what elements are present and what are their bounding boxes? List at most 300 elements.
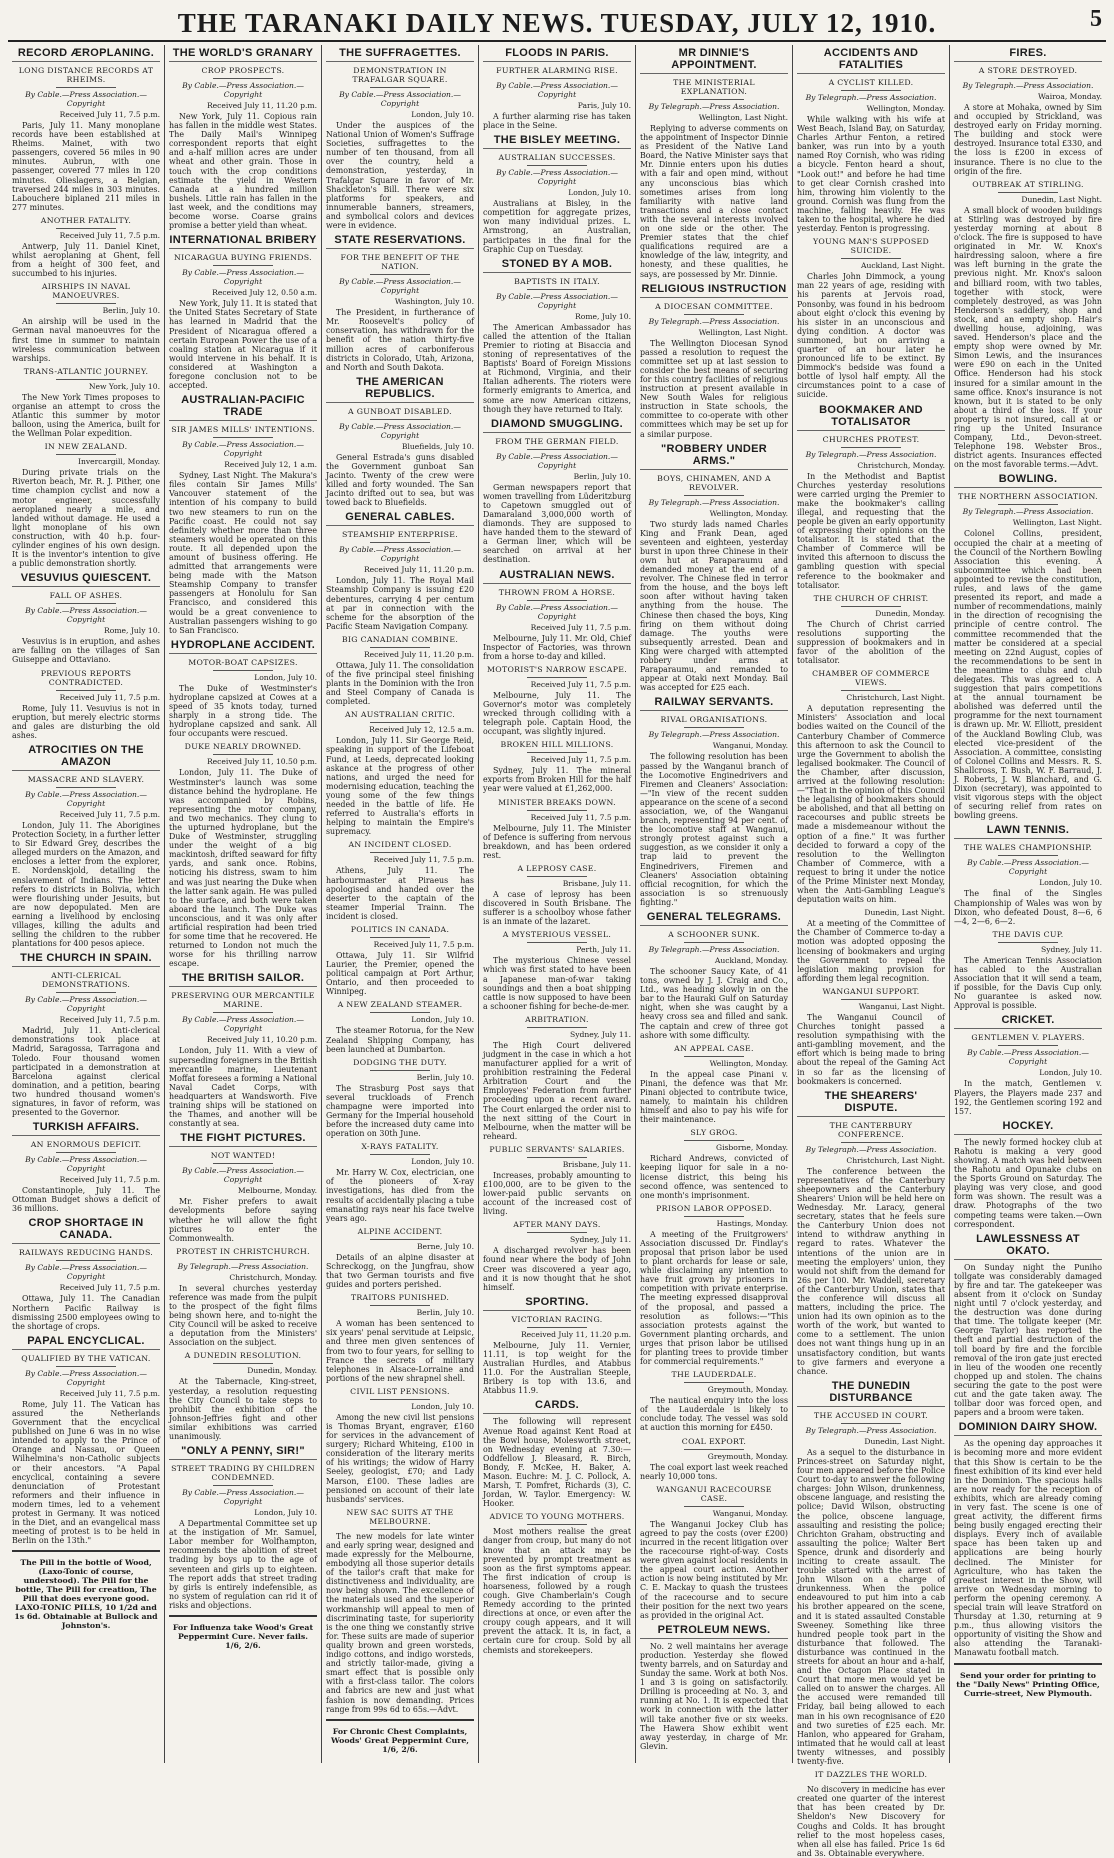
divider (527, 1327, 586, 1328)
article-dateline: Bluefields, July 10. (401, 441, 474, 451)
article-byline: By Cable.—Press Association.—Copyright (182, 440, 304, 459)
article-heading: STATE RESERVATIONS. (326, 234, 474, 249)
article-dateline: London, July 10. (254, 672, 317, 682)
divider (370, 419, 429, 420)
article (640, 1370, 788, 1432)
divider (56, 1260, 115, 1261)
article-body: Details of an alpine disaster at Schreckogg, on the Jungfrau, show that two German tourists and five guides and porters perished. (326, 1252, 474, 1290)
article-dateline: Received July 11, 7.5 p.m. (530, 812, 631, 822)
article-byline: By Cable.—Press Association.—Copyright (496, 451, 618, 470)
article-subhead: MOTORIST'S NARROW ESCAPE. (486, 664, 628, 674)
divider (56, 454, 115, 455)
article-body: A deputation representing the Ministers' Association and local bodies waited on the Council of the Canterbury Chamber of Commerce this afternoon to ask the Council to urge the Government to abolish the legalised bookmaker. The Council of the Chamber, after discussion, arrived at the following resolution:—"That in the opinion of this Council the legalising of bookmakers should be abolished, and that all betting on racecourses and public streets be made a misdemeanour without the option of a fine." It was further decided to forward a copy of the resolution to the Wellington Chamber of Commerce, with a request to bring it under the notice of the Prime Minister next Monday, when the Anti-Gambling League's deputation waits on him. (797, 704, 945, 905)
article-body: Increases, probably amounting to £100,000, are to be given to the lower-paid public servants on account of the increased cost of living. (483, 1170, 631, 1217)
article-heading: SPORTING. (483, 1296, 631, 1311)
divider (841, 90, 900, 91)
article-heading: HOCKEY. (954, 1120, 1102, 1135)
article (483, 665, 631, 736)
article-subhead: STREET TRADING BY CHILDREN CONDEMNED. (171, 1464, 315, 1483)
article-dateline: Perth, July 11. (576, 945, 631, 955)
article-subhead: FROM THE GERMAN FIELD. (495, 436, 619, 446)
article-heading: AUSTRALIAN-PACIFIC TRADE (169, 394, 317, 421)
article-subhead: YOUNG MAN'S SUPPOSED SUICIDE. (812, 237, 930, 256)
article-dateline: Christchurch, Monday. (229, 1272, 317, 1282)
article-dateline: Washington, July 10. (394, 297, 474, 307)
article (640, 1485, 788, 1620)
article-heading: RELIGIOUS INSTRUCTION (640, 283, 788, 298)
article (483, 1296, 631, 1396)
divider (684, 1506, 743, 1507)
divider (841, 1782, 900, 1783)
divider (998, 78, 1057, 79)
article-subhead: CIVIL LIST PENSIONS. (350, 1386, 450, 1396)
divider (684, 314, 743, 315)
article-byline: By Telegraph.—Press Association. (648, 945, 780, 954)
divider (213, 265, 272, 266)
article-byline: By Cable.—Press Association.—Copyright (25, 789, 147, 808)
article-body: A store at Mohaka, owned by Sim and occupied by Strickland, was destroyed early on Friday morning. The building and stock were destroyed. Insurance total £330, and the loss is £200 in excess of insurance. There is no clue to the origin of the fire. (954, 103, 1102, 176)
article-subhead: POLITICS IN CANADA. (350, 924, 450, 934)
article (326, 840, 474, 921)
divider (213, 1363, 272, 1364)
article (12, 216, 160, 278)
article-heading: THE DUNEDIN DISTURBANCE (797, 1380, 945, 1407)
article-subhead: COAL EXPORT. (681, 1436, 747, 1446)
article (483, 569, 631, 661)
article-body: Ottawa, July 11. The consolidation of the five principal steel finishing plants in the Dominion with the Iron and Steel Company of Canada is completed. (326, 660, 474, 707)
article (797, 1770, 945, 1858)
article (640, 911, 788, 1040)
article-subhead: RAILWAYS REDUCING HANDS. (18, 1248, 154, 1258)
divider (684, 727, 743, 728)
article-body: Among the new civil list pensions is Thomas Bryant, engraver, £160 for services in the advancement of surgery; Richard Whiteing, £100 in consideration of the literary merits of his writings; the widow of Harry Seeley, geologist, £70; and Lady Marson, £100. These ladies are pensioned on account of their late husbands' services. (326, 1412, 474, 1504)
article-byline: By Cable.—Press Association.—Copyright (182, 1166, 304, 1185)
divider (56, 690, 115, 691)
article-subhead: IN NEW ZEALAND. (44, 442, 128, 452)
article-subhead: THE CANTERBURY CONFERENCE. (829, 1120, 913, 1139)
article-body: New York, July 11. Copious rain has fallen in the middle west States. The Daily Mail's Winnipeg correspondent reports that eight and a-half million acres are under wheat and other grain. Those in touch with the crop conditions estimate the yield in Western Canada at a hundred million bushels. Little rain has fallen in the last week, and the conditions may become worse. Coarse grains promise a better yield than wheat. (169, 112, 317, 231)
article-subhead: A MYSTERIOUS VESSEL. (502, 930, 612, 940)
article (12, 282, 160, 362)
article-subhead: RIVAL ORGANISATIONS. (660, 715, 768, 725)
article-dateline: Rome, July 10. (104, 626, 160, 636)
article-heading: PETROLEUM NEWS. (640, 1624, 788, 1639)
article (326, 1000, 474, 1053)
article-subhead: TRAITORS PUNISHED. (350, 1293, 450, 1303)
article-dateline: Sydney, July 11. (570, 1029, 631, 1039)
article-dateline: Christchurch, Last Night. (846, 693, 945, 703)
column-6 (793, 45, 950, 1858)
article (483, 47, 631, 130)
article-dateline: Received July 11, 10.20 p.m. (206, 1035, 317, 1045)
article-subhead: PRESERVING OUR MERCANTILE MARINE. (171, 991, 315, 1010)
article (797, 47, 945, 233)
article-body: The steamer Rotorua, for the New Zealand Shipping Company, has been launched at Dumbarton. (326, 1026, 474, 1054)
article-subhead: AN AUSTRALIAN CRITIC. (344, 710, 456, 720)
article-byline: By Cable.—Press Association.—Copyright (182, 268, 304, 287)
article-subhead: AN INCIDENT CLOSED. (348, 840, 452, 850)
article-dateline: Auckland, Last Night. (861, 261, 945, 271)
article-dateline: Received July 11, 11.20 p.m. (363, 565, 474, 575)
article-subhead: NOT WANTED! (210, 1151, 276, 1161)
article (954, 1014, 1102, 1115)
divider (56, 787, 115, 788)
article-dateline: Received July 11, 11.20 p.m. (206, 101, 317, 110)
article-body: The following will represent Avenue Road against Kent Road at the Bowl house, Molesworth street, on Wednesday evening at 7.30:—Oddfellow J. Bleasard, R. Birch, Bondy, F. McKee, H. Baker, A. Mason. Euchre: M. J. C. Pollock, A. Marsh, T. Pomfret, Richards (3), C. Jordan, W. Taylor. Emergency: W. Hooker. (483, 1417, 631, 1509)
article (797, 237, 945, 399)
article-body: Paris, July 11. Many monoplane records have been established at Rheims. Mainet, with two passengers, covered 56 miles in 90 minutes. Aubrun, with one passenger, covered 77 miles in 120 minutes. Olieslagers, a Belgian, traversed 244 miles in 303 minutes. Labouchere biplaned 211 miles in 277 minutes. (12, 121, 160, 212)
divider (527, 449, 586, 450)
article (326, 710, 474, 836)
article-body: A discharged revolver has been found near where the body of John Creer was discovered a year ago, and it is now thought that he shot himself. (483, 1246, 631, 1292)
article-dateline: Dunedin, Monday. (875, 608, 945, 618)
article-heading: INTERNATIONAL BRIBERY (169, 234, 317, 249)
article (483, 258, 631, 414)
article (483, 1512, 631, 1654)
article-subhead: GENTLEMEN V. PLAYERS. (971, 1033, 1085, 1043)
article-body: A Departmental Committee set up at the instigation of Mr. Samuel, Labor member for Wolfhampton, recommends the abolition of street trading by boys up to the age of seventeen and girls up to eighteen. The report adds that street trading by girls is entirely indefensible, as no system of regulation can rid it of risks and objections. (169, 1519, 317, 1610)
divider (841, 258, 900, 259)
article-body: While walking with his wife at West Beach, Island Bay, on Saturday, Charles Arthur Fenton, a retired banker, was run into by a youth named Roy Cornish, who was riding a bicycle. Fenton heard a shout, "Look out!" and before he had time to get clear Cornish crashed into him, throwing him violently to the ground. Cornish was flung from the machine, falling heavily. He was taken to the hospital, where he died yesterday. Fenton is progressing. (797, 115, 945, 234)
article (797, 1090, 945, 1376)
article-subhead: NICARAGUA BUYING FRIENDS. (174, 253, 312, 263)
article-body: Athens, July 11. The harbourmaster at Piraeus has apologised and handed over the deserter to the captain of the steamer Imperial Trainn. The incident is closed. (326, 866, 474, 921)
article-heading: LAWLESSNESS AT OKATO. (954, 1233, 1102, 1260)
article-byline: By Telegraph.—Press Association. (648, 316, 780, 326)
divider (56, 1366, 115, 1367)
article-heading: TURKISH AFFAIRS. (12, 1121, 160, 1136)
article-subhead: AN APPEAL CASE. (674, 1043, 754, 1053)
article-byline: By Telegraph.—Press Association. (962, 507, 1094, 517)
article (483, 798, 631, 860)
article-body: A case of leprosy has been discovered in South Brisbane. The sufferer is a schoolboy whose father is an inmate of the lazaret. (483, 889, 631, 927)
article-subhead: STEAMSHIP ENTERPRISE. (341, 530, 459, 540)
article-dateline: Melbourne, Monday. (237, 1186, 317, 1196)
article-body: In the match, Gentlemen v. Players, the Players made 237 and 192, the Gentlemen scoring 192 and 157. (954, 1079, 1102, 1116)
article-heading: THE FIGHT PICTURES. (169, 1132, 317, 1147)
article (640, 1624, 788, 1751)
article-body: In several churches yesterday reference was made from the pulpit to the prospect of the fight films being shown here, and to-night the City Council will be asked to receive a deputation from the Ministers' Association on the subject. (169, 1283, 317, 1348)
article (326, 1508, 474, 1714)
article-heading: CARDS. (483, 1399, 631, 1414)
article-body: London, July 11. The Duke of Westminster's launch was some distance behind the hydroplane. He was accompanied by Robins, representing the motor company, and two mechanics. They clung to the upturned hydroplane, but the Duke of Westminster, struggling under the weight of a big mackintosh, drifted seaward for fifty yards, and sank once. Robins, noticing his distress, swam to him and was just nearing the Duke when the latter sank again. He was pulled to the surface, and both were taken aboard the launch. The Duke was unconscious, and it was only after artificial respiration had been tried for some time that he recovered. He returned to London not much the worse for his thrilling narrow escape. (169, 768, 317, 969)
divider (684, 1140, 743, 1141)
article-body: Australians at Bisley, in the competition for aggregate prizes, won many individual prizes. L. Armstrong, an Australian, participates in the final for the Graphic Cup on Tuesday. (483, 199, 631, 254)
article-body: Under the auspices of the National Union of Women's Suffrage Societies, suffragettes to the number of ten thousand, from all over the country, held a demonstration, yesterday, in Trafalgar Square in favor of Mr. Shackleton's Bill. There were six platforms for speakers, and innumerable banners, streamers, and symbolical colors and devices were in evidence. (326, 121, 474, 231)
divider (684, 1216, 743, 1217)
divider (213, 1485, 272, 1486)
article-subhead: SIR JAMES MILLS' INTENTIONS. (171, 425, 315, 435)
article (326, 1227, 474, 1289)
article-subhead: BAPTISTS IN ITALY. (514, 276, 600, 286)
advertisement: Send your order for printing to the "Daily News" Printing Office, Currie-street, New Plymouth. (956, 1670, 1100, 1698)
article-subhead: BOYS, CHINAMEN, AND A REVOLVER. (657, 473, 771, 492)
article-subhead: QUALIFIED BY THE VATICAN. (21, 1353, 151, 1363)
article-subhead: DUKE NEARLY DROWNED. (184, 742, 302, 752)
article-subhead: BIG CANADIAN COMBINE. (341, 634, 459, 644)
masthead (8, 0, 1106, 42)
article-dateline: Received July 11, 7.5 p.m. (59, 692, 160, 702)
divider (370, 87, 429, 88)
article-body: London, July 11. With a view of superseding foreigners in the British mercantile marine, Lieutenant Moffat foresees a forming a National Naval Cadet Corps, with headquarters at Wandsworth. Five training ships will be stationed on the Thames, and another will be constantly at sea. (169, 1046, 317, 1129)
advertisement: For Influenza take Wood's Great Peppermint Cure. Never fails. 1/6, 2/6. (172, 1623, 314, 1651)
column-1 (8, 45, 165, 1763)
article-body: The following resolution has been passed by the Wanganui branch of the Locomotive Enginedrivers and Firemen and Cleaners' Association:—"In view of the recent sudden appearance on the scene of a second association, we, of the Wanganui branch, representing 94 per cent. of the locomotive staff at Wanganui, strongly protest against such a suggestion, as we consider it only a trap laid to prevent the Enginedrivers, Firemen and Cleaners' Association obtaining official recognition, for which the association is so strenuously fighting." (640, 752, 788, 907)
article-body: London, July 11. Sir George Reid, speaking in support of the Lifeboat Fund, at Leeds, deprecated looking askance at the progress of other nations, and urged the need for modernising education, teaching the young some of the few things needed in the battle of life. He referred to Australia's efforts in helping to maintain the Empire's supremacy. (326, 736, 474, 837)
newspaper-columns (8, 45, 1106, 1858)
article-body: The conference between the representatives of the Canterbury sheepowners and the Canterbury Shearers' Union will be held here on Wednesday. Mr. Laracy, general secretary, states that he feels sure the Canterbury Union does not intend to withdraw anything in regard to rates. Whatever the intentions of the union are in meeting the employers' union, they would not shift from the demand for 26s per 100. Mr. Waddell, secretary of the Canterbury Union, states that the conference will discuss all matters, including the price. The union had its own opinion as to the worth of the work, but wanted to come to a settlement. The union does not want things hung up in an unsatisfactory condition, but wants to give farmers and everyone a chance. (797, 1166, 945, 1376)
divider (56, 379, 115, 380)
article (326, 1142, 474, 1223)
article-heading: STONED BY A MOB. (483, 258, 631, 273)
article-dateline: London, July 10. (411, 1157, 474, 1167)
column-3 (322, 45, 479, 1763)
article-dateline: Berne, July 10. (416, 1241, 474, 1251)
article-byline: By Cable.—Press Association.—Copyright (967, 858, 1089, 877)
article (640, 443, 788, 693)
page-number: 5 (1090, 6, 1102, 32)
article-dateline: Dunedin, Last Night. (864, 1436, 945, 1446)
article (640, 283, 788, 439)
article-byline: By Cable.—Press Association.—Copyright (25, 1368, 147, 1387)
article-dateline: Berlin, July 10. (573, 471, 631, 481)
article-subhead: A SCHOONER SUNK. (668, 930, 760, 939)
divider (56, 1152, 115, 1153)
article-heading: THE WORLD'S GRANARY (169, 47, 317, 62)
article-subhead: PREVIOUS REPORTS CONTRADICTED. (40, 668, 132, 687)
divider (527, 165, 586, 166)
article-byline: By Cable.—Press Association.—Copyright (496, 291, 618, 310)
article (326, 376, 474, 508)
article-body: London, July 11. The Aborigines Protection Society, in a further letter to Sir Edward Grey, describes the alleged murders on the Amazon, and encloses a letter from the explorer, E. Nordenskjold, detailing the enslavement of Indians. The letter refers to districts in Bolivia, which were flourishing under Jesuits, but are now depopulated. Men are earning a livelihood by enclosing villages, killing the adults and selling the children to the rubber plantations for 400 pesos apiece. (12, 820, 160, 949)
article-dateline: Received July 11, 7.5 p.m. (59, 230, 160, 240)
article-subhead: FURTHER ALARMING RISE. (496, 66, 618, 75)
divider (370, 1154, 429, 1155)
article-heading: CROP SHORTAGE IN CANADA. (12, 1217, 160, 1244)
divider (370, 937, 429, 938)
article-byline: By Cable.—Press Association.—Copyright (182, 81, 304, 99)
article-body: A small block of wooden buildings at Stirling was destroyed by fire yesterday morning at about 8 o'clock. The fire is supposed to have originated in Mr. W. Knox's hairdressing saloon, where a fire was left burning in the grate the previous night. Mr. Knox's saloon and billiard room, with two tables, together with stock, were completely destroyed, as was John Henderson's saddlery, shop and stock, and an empty shop. Hair's dwelling house, adjoining, was saved. Henderson's place and the empty shop were owned by Mr. Simon Lewis, and the insurances were £90 on each in the United Office. Henderson had his stock insured for a similar amount in the same office. Knox's insurance is not known, but it is stated to be only about a third of the loss. If your property is not insured, call at or ring up the United Insurance Company, Ltd., Devon-street. Telephone 198. Webster Bros., district agents. Insurances effected on the most favorable terms.—Advt. (954, 205, 1102, 470)
article-subhead: A STORE DESTROYED. (978, 66, 1078, 75)
article (169, 742, 317, 968)
article-dateline: Greymouth, Monday. (707, 1451, 788, 1461)
article-body: Charles John Dimmock, a young man 22 years of age, residing with his parents at Jervois road, Ponsonby, was found in his bedroom about eight o'clock this evening by his sister in an unconscious and dying condition. A doctor was summoned, but on arriving a quarter of an hour later he pronounced life to be extinct. By Dimmock's bedside was found a bottle of lysol half empty. All the circumstances point to a case of suicide. (797, 272, 945, 400)
article (169, 394, 317, 635)
article-dateline: Dunedin, Monday. (247, 1366, 317, 1376)
article-dateline: Brisbane, July 11. (562, 1159, 631, 1169)
article-subhead: LONG DISTANCE RECORDS AT RHEIMS. (18, 66, 154, 84)
article-subhead: ARBITRATION. (525, 1014, 589, 1024)
divider (169, 1615, 317, 1617)
divider (527, 1157, 586, 1158)
article-byline: By Cable.—Press Association.—Copyright (182, 1015, 304, 1034)
article-byline: By Cable.—Press Association.—Copyright (339, 421, 461, 440)
divider (527, 677, 586, 678)
article (12, 367, 160, 438)
article-heading: PAPAL ENCYCLICAL. (12, 1335, 160, 1350)
article (640, 1128, 788, 1199)
article-dateline: Berlin, July 10. (416, 1308, 474, 1318)
article-dateline: Received July 11, 10.50 p.m. (206, 757, 317, 767)
article-dateline: Wellington, Last Night. (698, 113, 788, 122)
article-body: Replying to adverse comments on the appointment of Inspector Dinnie as President of the Native Land Board, the Native Minister says that Mr. Dinnie enters upon his duties with a fair and open mind, without any unconscious bias which sometimes arises from long familiarity with native land transactions and a close contact with the several interests involved on one side or the other. The Premier states that the chief qualifications required are a knowledge of the law, integrity, and honesty, and these qualities, he says, are possessed by Mr. Dinnie. (640, 124, 788, 279)
divider (370, 852, 429, 853)
article (954, 1421, 1102, 1657)
article-heading: BOOKMAKER AND TOTALISATOR (797, 404, 945, 431)
article-subhead: MINISTER BREAKS DOWN. (498, 797, 616, 807)
divider (998, 192, 1057, 193)
article-byline: By Telegraph.—Press Association. (805, 93, 937, 102)
advertisement: The Pill in the bottle of Wood, (Laxo-Tonic of course, understood). The Pill for the bottle, The Pill for creation, The Pill that does everyone good. LAXO-TONIC PILLS, 10 1/2d and 1s 6d. Obtainable at Bullock and Johnston's. (14, 1558, 158, 1631)
article-byline: By Cable.—Press Association.—Copyright (496, 602, 618, 621)
divider (841, 606, 900, 607)
article-subhead: THE ACCUSED IN COURT. (814, 1410, 928, 1420)
article (169, 1247, 317, 1348)
article (954, 180, 1102, 470)
article-heading: THE SHEARERS' DISPUTE. (797, 1090, 945, 1117)
article (483, 740, 631, 793)
article-body: The newly formed hockey club at Rahotu is making a very good showing. A match was held between the Rahotu and Opunake clubs on the Sports Ground on Saturday. The playing was very close, and good form was shown. The result was a draw. Photographs of the two competing teams were taken.—Own correspondent. (954, 1137, 1102, 1229)
article-heading: DIAMOND SMUGGLING. (483, 418, 631, 433)
article-byline: By Telegraph.—Press Association. (648, 102, 780, 111)
article-byline: By Telegraph.—Press Association. (805, 449, 937, 459)
article-dateline: Gisborne, Monday. (716, 1143, 788, 1153)
article-body: The High Court delivered judgment in the case in which a hot manufacturer applied for a writ of prohibition restraining the Federal Arbitration Court and the Employees' Federation from further proceeding upon a recent award. The Court enlarged the order nisi to the next sitting of the Court in Melbourne, when the matter will be reheard. (483, 1040, 631, 1141)
divider (527, 289, 586, 290)
article (326, 925, 474, 996)
divider (527, 1524, 586, 1525)
article-dateline: London, July 10. (411, 1401, 474, 1411)
article-subhead: NEW SAC SUITS AT THE MELBOURNE. (346, 1507, 454, 1526)
divider (998, 855, 1057, 856)
article-body: An airship will be used in the German naval manoeuvres for the first time in summer to maintain wireless communication between warships. (12, 317, 160, 363)
article-dateline: Wanganui, Monday. (712, 1508, 788, 1518)
divider (527, 600, 586, 601)
divider (370, 1305, 429, 1306)
article-body: Mr. Harry W. Cox, electrician, one of the pioneers of X-ray investigations, has died from the results of accidentally placing a tube emanating rays near his face twelve years ago. (326, 1168, 474, 1223)
article (12, 47, 160, 212)
article-body: Rome, July 11. The Vatican has assured the Netherlands Government that the encyclical published on June 6 was in no wise intended to apply to the Prince of Orange and Nassau, or Queen Wilhelmina's non-Catholic subjects or their ancestors. "A Papal encyclical, containing a severe denunciation of Protestant reformers and their influence in modern times, led to a vehement protest in Germany. It was noticed in the Diet, and an evangelical mass meeting of protest is to be held in Berlin on the 13th." (12, 1399, 160, 1546)
divider (527, 942, 586, 943)
article-dateline: London, July 10. (411, 1015, 474, 1025)
divider (370, 1399, 429, 1400)
article-byline: By Telegraph.—Press Association. (648, 730, 780, 740)
article-body: Melbourne, July 11. The Minister of Defence is suffering from nervous breakdown, and has been ordered rest. (483, 823, 631, 860)
divider (684, 1449, 743, 1450)
divider (370, 647, 429, 648)
article-dateline: Received July 12, 12.5 a.m. (369, 725, 474, 735)
article-body: Mr. Fisher prefers to await developments before saying whether he will allow the fight pictures to enter the Commonwealth. (169, 1197, 317, 1243)
article-dateline: Wellington, Monday. (866, 104, 945, 113)
article (12, 572, 160, 664)
article-subhead: DODGING THE DUTY. (353, 1057, 447, 1067)
article-heading: HYDROPLANE ACCIDENT. (169, 639, 317, 654)
divider (527, 810, 586, 811)
article-dateline: Received July 11, 7.5 p.m. (59, 1388, 160, 1398)
article-body: Ottawa, July 11. The Canadian Northern Pacific Railway is dismissing 2500 employees owing to the shortage of crops. (12, 1294, 160, 1331)
article-body: Constantinople, July 11. The Ottoman Budget shows a deficit of 36 millions. (12, 1186, 160, 1214)
divider (998, 942, 1057, 943)
article-body: The new models for late winter and early spring wear, designed and made expressly for the Melbourne, embodying all those superior details of the tailor's craft that make for distinctiveness and individuality, are now being shown. The excellence of the materials used and the superior workmanship will appeal to men of discriminating taste, for superiority is the one thing we constantly strive for. These suits are made of superior quality brown and green worsteds, indigo cottons, and indigo worsteds, and strictly tailor-made, giving a smart effect that is possible only with a first-class tailor. The colors and fabrics are new and just what fashion is now demanding. Prices range from 99s 6d to 65s.—Advt. (326, 1531, 474, 1714)
divider (684, 1382, 743, 1383)
article-body: At a meeting of the Committee of the Chamber of Commerce to-day a motion was adopted opposing the licensing of bookmakers and urging the Government to repeal the legislation making provision for affording them legal recognition. (797, 919, 945, 983)
article-subhead: TRANS-ATLANTIC JOURNEY. (23, 366, 149, 376)
article-dateline: Wellington, Last Night. (1012, 518, 1102, 528)
article-dateline: Received July 11, 11.20 p.m. (520, 1329, 631, 1339)
divider (12, 1550, 160, 1552)
divider (56, 303, 115, 304)
divider (841, 690, 900, 691)
article-body: The coal export last week reached nearly 10,000 tons. (640, 1462, 788, 1481)
article-byline: By Cable.—Press Association.—Copyright (25, 1155, 147, 1174)
article (326, 1058, 474, 1139)
article-dateline: Received July 11, 7.5 p.m. (59, 110, 160, 119)
article (954, 1233, 1102, 1418)
article-subhead: VICTORIAN RACING. (511, 1314, 603, 1324)
article (169, 234, 317, 390)
article-heading: THE BRITISH SAILOR. (169, 972, 317, 987)
article-body: As a sequel to the disturbance in Princes-street on Saturday night, four men appeared before the Police Court to-day to answer the following charges: John Wilson, drunkenness, obscene language, and resisting the police; David Wilson, obstructing the police, obscene language, assaulting and resisting the police; Chrichton Graham, obstructing and assaulting the police; Walter Bert Spence, drunk and disorderly and inciting to create assault. The trouble started with the arrest of John Wilson on a charge of drunkenness. When the police endeavoured to put him into a cab his brother appeared on the scene, and it is stated assaulted Constable Sweeney. Something like three hundred people took part in the disturbance that followed. The disturbance was continued in the streets for about an hour and a-half, and the Octagon Place stated in Court that more men would yet be called on to answer the charges. All the accused were remanded till Friday, bail being allowed to each man in his own recognisance of £20 and two sureties of £25 each. Mr. Hanlon, who appeared for Graham, intimated that he would call at least twenty witnesses, and possibly twenty-five. (797, 1447, 945, 1767)
article-dateline: Sydney, July 11. (570, 1235, 631, 1245)
article-body: A meeting of the Fruitgrowers' Association discussed Dr. Findlay's proposal that prison labor be used to plant orchards for lease or sale, while disclaiming any intention to have fruit grown by prisoners in competition with private enterprise. The meeting expressed disapproval of the proposal, and passed a resolution as follows:—"This association protests against the Government planting orchards, and urges that prison labor be utilised for planting trees to provide timber for commercial requirements." (640, 1229, 788, 1367)
column-7 (950, 45, 1106, 1763)
article-body: The mysterious Chinese vessel which was first stated to have been a Japanese man-of-war taking soundings and then a boat shipping cattle is now supposed to have been a schooner fishing for beche-de-mer. (483, 956, 631, 1011)
divider (370, 542, 429, 543)
divider (841, 447, 900, 448)
article-dateline: Received July 11, 7.5 p.m. (530, 622, 631, 632)
article-byline: By Telegraph.—Press Association. (177, 1261, 309, 1271)
article-dateline: Christchurch, Monday. (857, 460, 945, 470)
article (169, 972, 317, 1128)
article-heading: RECORD ÆROPLANING. (12, 47, 160, 62)
divider (998, 1045, 1057, 1046)
article-body: The Wanganui Jockey Club has agreed to pay the costs (over £200) incurred in the recent litigation over the racecourse right-of-way. Costs were given against local residents in the appeal court action. Another action is now being instituted by Mr. C. E. Mackay to quash the trustees of the racecourse and to secure their position for the next two years as provided in the original Act. (640, 1519, 788, 1620)
divider (684, 495, 743, 496)
article-heading: AUSTRALIAN NEWS. (483, 569, 631, 584)
article-dateline: Received July 11, 7.5 p.m. (530, 679, 631, 689)
article-byline: By Cable.—Press Association.—Copyright (25, 1263, 147, 1282)
article (797, 404, 945, 590)
article-subhead: MASSACRE AND SLAVERY. (27, 774, 145, 784)
article-heading: "ROBBERY UNDER ARMS." (640, 443, 788, 470)
article-dateline: Dunedin, Last Night. (1021, 194, 1102, 204)
article-subhead: THE CHURCH OF CHRIST. (813, 593, 929, 603)
article-heading: BOWLING. (954, 473, 1102, 488)
article (12, 669, 160, 740)
article (954, 930, 1102, 1011)
article-byline: By Cable.—Press Association.—Copyright (496, 81, 618, 99)
divider (56, 603, 115, 604)
article-heading: FLOODS IN PARIS. (483, 47, 631, 62)
column-4 (479, 45, 636, 1763)
article (12, 744, 160, 948)
article (483, 930, 631, 1011)
article (12, 1335, 160, 1546)
article (640, 696, 788, 907)
article-subhead: PUBLIC SERVANTS' SALARIES. (489, 1144, 625, 1154)
article-subhead: THE LAUDERDALE. (671, 1370, 757, 1380)
article-body: During private trials on the Riverton beach, Mr. R. J. Pither, one time champion cyclist and now a motor engineer, successfully aeroplaned nearly a mile, and landed without damage. He used a light monoplane of his own construction, with 40 h.p. four-cylinder engines of his own design. It is the inventor's intention to give a public demonstration shortly. (12, 468, 160, 569)
article-dateline: London, July 10. (411, 110, 474, 119)
article-heading: ACCIDENTS AND FATALITIES (797, 47, 945, 74)
article-body: Melbourne, July 11. Vernier, 11.11, is top weight for the Australian Hurdles, and Atabbus 11.0. For the Australian Steeple, Bribery is top with 13.6, and Atabbus 11.9. (483, 1340, 631, 1396)
article (169, 1351, 317, 1441)
article-dateline: Received July 11, 7.5 p.m. (530, 755, 631, 765)
article-byline: By Cable.—Press Association.—Copyright (25, 90, 147, 108)
article-body: Sydney, Last Night. The Makura's files contain Sir James Mills' Vancouver statement of the intention of his company to build two new steamers to run on the Pacific coast. He could not say definitely whether more than three steamers would be operated on this route. It all depended upon the amount of business offering. He admitted that arrangements were being made with the Matson Steamship Company to transfer passengers at Honolulu for San Francisco, and considered this would be a great convenience to Australian passengers wishing to go to San Francisco. (169, 471, 317, 635)
article-heading: DOMINION DAIRY SHOW. (954, 1421, 1102, 1436)
article-body: Two sturdy lads named Charles King and Frank Dean, aged seventeen and eighteen, yesterday burst in upon three Chinese in their own hut at Paraparaumu and demanded money at the end of a revolver. The Chinese fled in terror from the house, and the boys left soon after without having taken anything from the house. The Chinese then chased the boys, King firing on them without doing damage. The youths were subsequently arrested. Dean and King were charged with attempted robbery under arms at Paraparaumu, and remanded to appear at Otaki next Monday. Bail was accepted for £25 each. (640, 519, 788, 693)
